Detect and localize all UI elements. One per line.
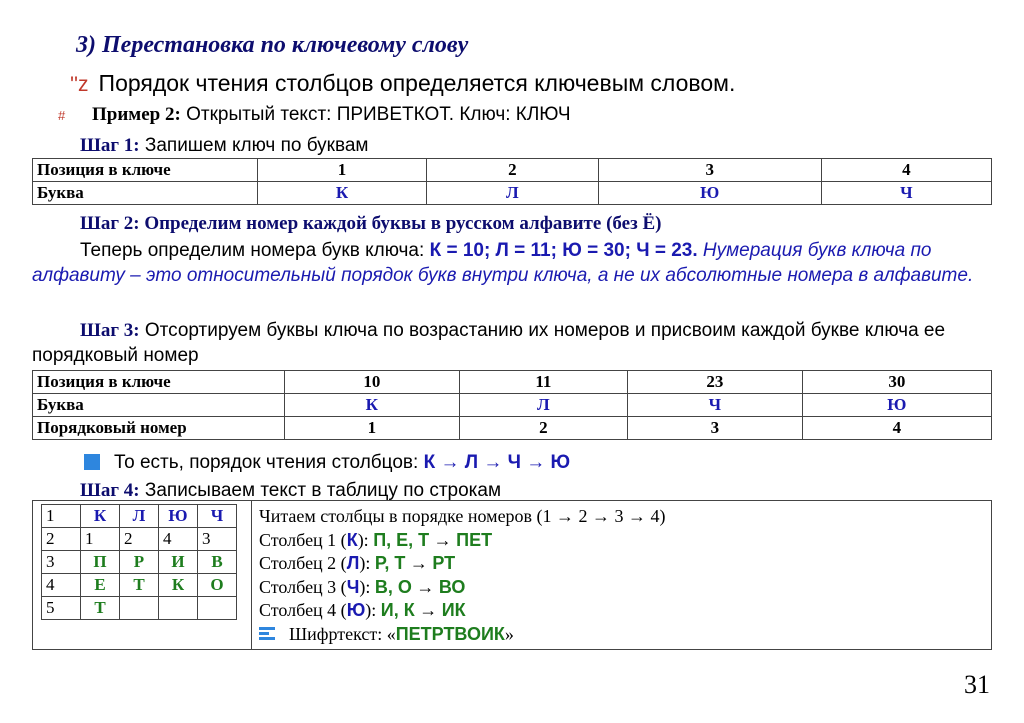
table-cell: Т	[120, 574, 159, 597]
table-cell: Позиция в ключе	[33, 371, 285, 394]
table-row	[33, 182, 992, 205]
key-table	[32, 158, 992, 205]
table-cell: Позиция в ключе	[33, 159, 258, 182]
table-row	[42, 505, 237, 528]
table-row	[33, 371, 992, 394]
table-cell: 3	[42, 551, 81, 574]
column-letters: И, К	[380, 600, 415, 620]
column-arrow: →	[414, 600, 442, 620]
table-cell: 4	[802, 417, 991, 440]
column-letters: П, Е, Т	[373, 529, 430, 550]
table-cell: В	[198, 551, 237, 574]
table-cell: 1	[42, 505, 81, 528]
table-row	[42, 528, 237, 551]
table-cell: Л	[459, 394, 627, 417]
table-cell: Л	[426, 182, 598, 205]
table-cell: И	[159, 551, 198, 574]
step3-label: Шаг 3:	[80, 320, 140, 341]
table-cell: Ю	[802, 394, 991, 417]
bullet-icon: ''z	[70, 73, 89, 96]
table-cell	[159, 597, 198, 620]
example-line	[58, 104, 571, 126]
column-sep: ):	[359, 576, 375, 597]
table-cell: 2	[426, 159, 598, 182]
column-sep: ):	[359, 553, 375, 573]
table-cell: П	[81, 551, 120, 574]
table-cell: 1	[258, 159, 427, 182]
table-cell: 10	[285, 371, 460, 394]
table-cell: Порядковый номер	[33, 417, 285, 440]
column-key: Ю	[346, 600, 366, 620]
bullet-text: Порядок чтения столбцов определяется ключевым словом.	[98, 70, 736, 96]
step2-values: К = 10; Л = 11; Ю = 30; Ч = 23.	[429, 240, 698, 261]
order-text: То есть, порядок чтения столбцов:	[114, 452, 424, 473]
table-cell: Ю	[159, 505, 198, 528]
table-cell	[198, 597, 237, 620]
step3-paragraph	[32, 318, 994, 368]
column-label: Столбец 1 (	[259, 529, 347, 550]
step2-heading	[80, 213, 661, 235]
table-cell: 2	[459, 417, 627, 440]
column-line	[259, 599, 666, 623]
column-result: ПЕТ	[456, 529, 493, 550]
table-cell: Буква	[33, 394, 285, 417]
column-key: Ч	[346, 576, 360, 597]
table-cell: 30	[802, 371, 991, 394]
table-cell: Ч	[198, 505, 237, 528]
step4-label: Шаг 4:	[80, 480, 140, 501]
step1-text: Запишем ключ по буквам	[139, 135, 369, 156]
list-bullet-icon	[259, 627, 275, 640]
step1-line	[80, 135, 369, 157]
table-cell: 3	[198, 528, 237, 551]
square-bullet-icon	[84, 454, 100, 470]
cipher-close: »	[504, 623, 514, 644]
column-label: Столбец 4 (	[259, 600, 347, 620]
table-cell: 23	[628, 371, 803, 394]
column-line	[259, 529, 666, 553]
cipher-label: Шифртекст: «	[289, 623, 396, 644]
step1-label: Шаг 1:	[80, 135, 140, 156]
column-sep: ):	[365, 600, 381, 620]
table-cell: Буква	[33, 182, 258, 205]
bullet-line	[70, 70, 735, 97]
table-cell: К	[81, 505, 120, 528]
table-cell: К	[159, 574, 198, 597]
cipher-text: ПЕТРТВОИК	[395, 623, 505, 644]
table-row	[42, 574, 237, 597]
column-arrow: →	[405, 553, 433, 573]
hash-bullet-icon: #	[58, 108, 66, 123]
step4-box	[32, 500, 992, 650]
column-label: Столбец 3 (	[259, 576, 347, 597]
table-cell: 1	[285, 417, 460, 440]
table-cell: 1	[81, 528, 120, 551]
column-key: Л	[346, 553, 360, 573]
table-cell: 11	[459, 371, 627, 394]
table-cell: Ч	[628, 394, 803, 417]
table-cell: К	[258, 182, 427, 205]
order-sequence: К → Л → Ч → Ю	[423, 452, 571, 473]
page-title: 3) Перестановка по ключевому слову	[76, 32, 469, 58]
step2-lead: Теперь определим номера букв ключа:	[80, 240, 430, 261]
step4-text: Записываем текст в таблицу по строкам	[139, 480, 502, 501]
example-label: Пример 2:	[92, 104, 181, 125]
column-letters: В, О	[374, 576, 412, 597]
table-cell: Т	[81, 597, 120, 620]
table-cell: 2	[120, 528, 159, 551]
step3-text: Отсортируем буквы ключа по возрастанию их номеров и присвоим каждой букве ключа ее порядковый номер	[32, 320, 946, 366]
column-result: РТ	[432, 553, 456, 573]
table-row	[42, 597, 237, 620]
page-number: 31	[964, 670, 990, 699]
table-cell	[120, 597, 159, 620]
table-row	[33, 159, 992, 182]
table-cell: 3	[598, 159, 821, 182]
reading-explanation	[259, 505, 666, 646]
column-line	[259, 576, 666, 600]
step4-line	[80, 480, 501, 502]
column-arrow: →	[429, 529, 457, 550]
column-letters: Р, Т	[374, 553, 406, 573]
column-result: ВО	[438, 576, 466, 597]
example-text: Открытый текст: ПРИВЕТКОТ. Ключ: КЛЮЧ	[180, 104, 571, 125]
table-cell: 4	[42, 574, 81, 597]
table-cell: 4	[821, 159, 991, 182]
table-cell: К	[285, 394, 460, 417]
order-line	[84, 452, 570, 474]
table-cell: 2	[42, 528, 81, 551]
table-cell: Л	[120, 505, 159, 528]
table-cell: О	[198, 574, 237, 597]
table-cell: Р	[120, 551, 159, 574]
column-sep: ):	[357, 529, 374, 550]
reading-intro: Читаем столбцы в порядке номеров (1 → 2 → 3 → 4)	[259, 506, 666, 526]
table-cell: Ю	[598, 182, 821, 205]
table-row	[42, 551, 237, 574]
table-cell: 3	[628, 417, 803, 440]
table-cell: 5	[42, 597, 81, 620]
table-cell: 4	[159, 528, 198, 551]
column-label: Столбец 2 (	[259, 553, 347, 573]
column-arrow: →	[411, 576, 439, 597]
table-row	[33, 394, 992, 417]
column-result: ИК	[441, 600, 466, 620]
column-key: К	[346, 529, 358, 550]
column-line	[259, 552, 666, 576]
table-row	[33, 417, 992, 440]
step2-label: Шаг 2: Определим номер каждой буквы в русском алфавите (без Ё)	[80, 213, 662, 234]
table-cell: Ч	[821, 182, 991, 205]
step2-paragraph	[32, 238, 994, 288]
step2-note: Нумерация букв ключа по алфавиту – это относительный порядок букв внутри ключа, а не их абсолютные номера в алфавите.	[32, 240, 974, 286]
sorted-key-table	[32, 370, 992, 440]
cipher-line	[259, 623, 666, 647]
box-divider	[251, 501, 252, 649]
plaintext-grid	[41, 504, 237, 620]
table-cell: Е	[81, 574, 120, 597]
